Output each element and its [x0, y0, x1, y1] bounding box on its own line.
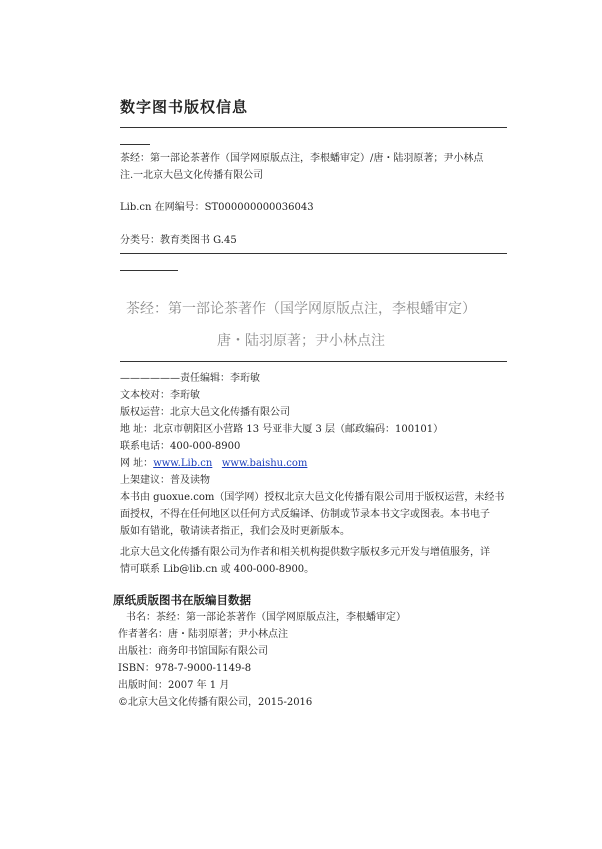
cip-heading: 原纸质版图书在版编目数据 — [113, 593, 251, 607]
cip-date: 出版时间：2007 年 1 月 — [118, 680, 230, 691]
book-info-line2: 注.一北京大邑文化传播有限公司 — [120, 170, 264, 181]
cip-isbn: ISBN：978-7-9000-1149-8 — [118, 663, 252, 674]
cip-publisher: 出版社：商务印书馆国际有限公司 — [118, 646, 268, 657]
service-line: 情可联系 Lib@lib.cn 或 400-000-8900。 — [120, 564, 315, 575]
copyright-operator: 版权运营：北京大邑文化传播有限公司 — [120, 407, 290, 418]
notice-line: 版如有错讹，敬请读者指正，我们会及时更新版本。 — [120, 526, 350, 537]
website-row — [120, 455, 307, 472]
page-title: 数字图书版权信息 — [120, 98, 249, 116]
address: 地 址：北京市朝阳区小营路 13 号亚非大厦 3 层（邮政编码：100101） — [120, 424, 444, 435]
separator-line-tail — [120, 270, 178, 271]
lib-id: Lib.cn 在网编号：ST000000000036043 — [120, 202, 314, 213]
book-info-line1: 茶经：第一部论茶著作（国学网原版点注，李根蟠审定）/唐・陆羽原著；尹小林点 — [120, 153, 484, 164]
cip-author: 作者著名：唐・陆羽原著；尹小林点注 — [118, 629, 288, 640]
service-line: 北京大邑文化传播有限公司为作者和相关机构提供数字版权多元开发与增值服务，详 — [120, 547, 490, 558]
separator-line-tail — [120, 144, 150, 145]
separator-line — [120, 127, 507, 128]
category: 分类号：教育类图书 G.45 — [120, 235, 237, 246]
license-notice — [120, 489, 510, 540]
shelf-suggestion: 上架建议：普及读物 — [120, 475, 210, 486]
separator-line — [120, 253, 507, 254]
separator-line — [120, 361, 507, 362]
website-label: 网 址： — [120, 458, 154, 469]
phone: 联系电话：400-000-8900 — [120, 441, 241, 452]
website-baishu-link[interactable]: www.baishu.com — [221, 458, 308, 469]
display-title-main: 茶经：第一部论茶著作（国学网原版点注，李根蟠审定） — [126, 301, 476, 317]
website-lib-link[interactable]: www.Lib.cn — [153, 458, 213, 469]
notice-line: 面授权，不得在任何地区以任何方式反编译、仿制或节录本书文字或图表。本书电子 — [120, 509, 490, 520]
service-notice — [120, 544, 510, 578]
display-title-author: 唐・陆羽原著；尹小林点注 — [217, 333, 385, 349]
editor: ——————责任编辑：李珩敏 — [120, 373, 260, 384]
notice-line: 本书由 guoxue.com（国学网）授权北京大邑文化传播有限公司用于版权运营，未经书 — [120, 492, 505, 503]
proofreader: 文本校对：李珩敏 — [120, 390, 200, 401]
cip-copyright: ©北京大邑文化传播有限公司，2015-2016 — [118, 697, 313, 708]
cip-title: 书名：茶经：第一部论茶著作（国学网原版点注，李根蟠审定） — [126, 612, 406, 623]
